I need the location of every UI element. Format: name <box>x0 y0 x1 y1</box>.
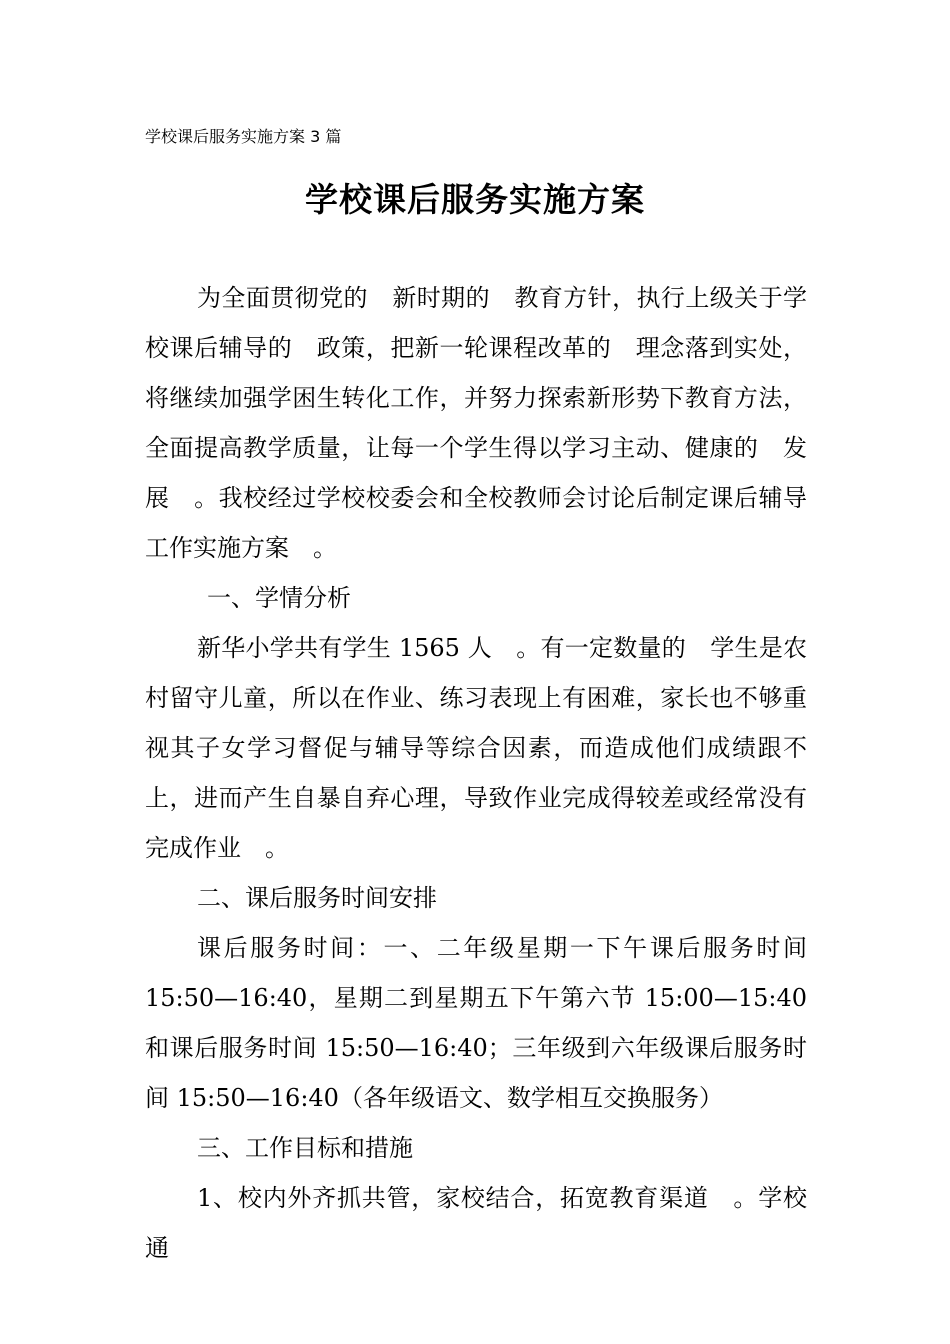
header-caption: 学校课后服务实施方案 3 篇 <box>145 127 342 146</box>
intro-paragraph: 为全面贯彻党的 新时期的 教育方针，执行上级关于学校课后辅导的 政策，把新一轮课程改革的 理念落到实处，将继续加强学困生转化工作，并努力探索新形势下教育方法，全面提高教学质量，让每一个学生得以学习主动、健康的 发展 。我校经过学校校委会和全校教师会讨论后制定课后辅导工作实施方案 。 <box>145 284 807 562</box>
section-heading-1: 一、学情分析 <box>207 584 351 612</box>
section-paragraph-3: 1、校内外齐抓共管，家校结合，拓宽教育渠道 。学校通 <box>145 1184 807 1262</box>
document-body <box>145 273 807 1273</box>
document-title: 学校课后服务实施方案 <box>305 180 645 219</box>
section-paragraph-2: 课后服务时间：一、二年级星期一下午课后服务时间 15:50—16:40，星期二到星期五下午第六节 15:00—15:40 和课后服务时间 15:50—16:40；三年级到六年级课后服务时间 15:50—16:40（各年级语文、数学相互交换服务） <box>145 934 807 1112</box>
section-paragraph-1: 新华小学共有学生 1565 人 。有一定数量的 学生是农村留守儿童，所以在作业、练习表现上有困难，家长也不够重视其子女学习督促与辅导等综合因素，而造成他们成绩跟不上，进而产生自暴自弃心理，导致作业完成得较差或经常没有完成作业 。 <box>145 634 807 862</box>
section-heading-3: 三、工作目标和措施 <box>197 1134 413 1162</box>
section-heading-2: 二、课后服务时间安排 <box>197 884 437 912</box>
